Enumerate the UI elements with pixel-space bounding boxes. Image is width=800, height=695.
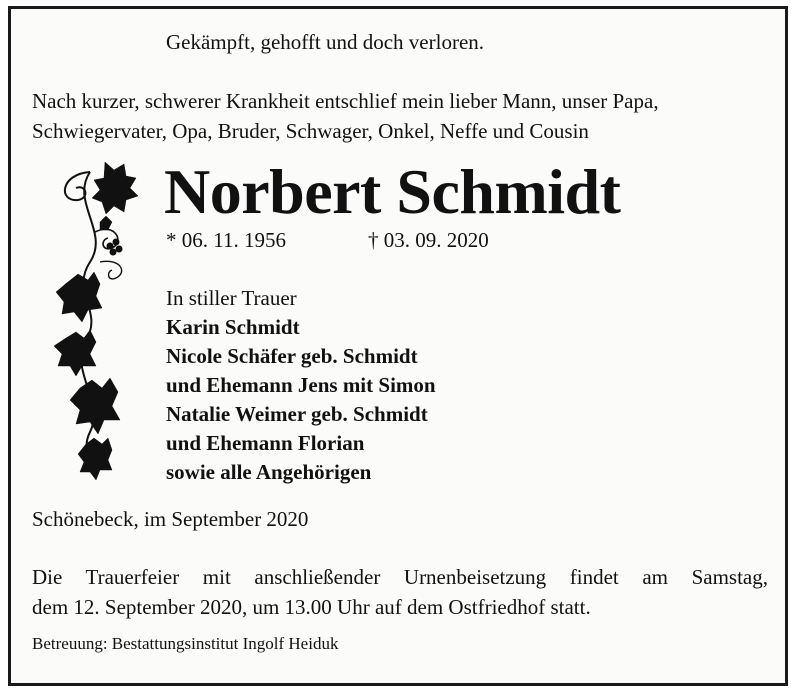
intro-text: [32, 86, 659, 146]
service-info: [32, 562, 768, 622]
mourner-name: Nicole Schäfer geb. Schmidt: [166, 344, 418, 368]
mourners-block: [166, 284, 436, 487]
mourners-lead: In stiller Trauer: [166, 286, 297, 310]
grapevine-icon: [50, 162, 146, 482]
service-line: Die Trauerfeier mit anschließender Urnenbeisetzung findet am Samstag,: [32, 565, 768, 589]
deceased-name: Norbert Schmidt: [164, 156, 621, 227]
place-date: Schönebeck, im September 2020: [32, 507, 309, 531]
mourner-name: und Ehemann Jens mit Simon: [166, 373, 436, 397]
intro-line: Nach kurzer, schwerer Krankheit entschlief mein lieber Mann, unser Papa,: [32, 89, 659, 113]
funeral-home: Betreuung: Bestattungsinstitut Ingolf Heiduk: [32, 634, 339, 653]
intro-line: Schwiegervater, Opa, Bruder, Schwager, Onkel, Neffe und Cousin: [32, 119, 589, 143]
mourner-name: Karin Schmidt: [166, 315, 300, 339]
mourner-name: und Ehemann Florian: [166, 431, 365, 455]
mourner-name: Natalie Weimer geb. Schmidt: [166, 402, 428, 426]
death-date: † 03. 09. 2020: [368, 228, 489, 252]
service-line: dem 12. September 2020, um 13.00 Uhr auf dem Ostfriedhof statt.: [32, 595, 591, 619]
motto: Gekämpft, gehofft und doch verloren.: [166, 30, 485, 54]
mourner-name: sowie alle Angehörigen: [166, 460, 372, 484]
birth-date: * 06. 11. 1956: [166, 228, 286, 252]
